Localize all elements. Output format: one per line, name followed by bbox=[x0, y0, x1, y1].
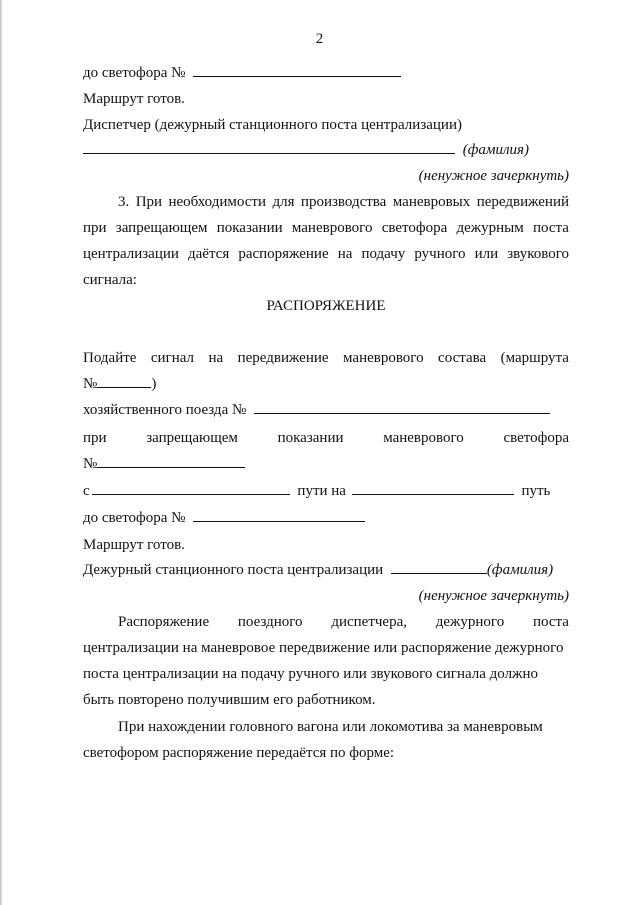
order-line-3 bbox=[83, 428, 569, 448]
order-route-no-sign: № bbox=[83, 376, 98, 392]
para-repeat-word: поста bbox=[532, 614, 569, 630]
para3-word: маневровых bbox=[392, 194, 471, 210]
para-repeat-word: поездного bbox=[237, 614, 303, 630]
top-surname-label: (фамилия) bbox=[462, 142, 529, 158]
para3-word: маневрового bbox=[291, 220, 373, 236]
order-word: состава bbox=[438, 350, 487, 366]
top-surname-line bbox=[83, 140, 569, 160]
order-to-signal-line bbox=[83, 508, 569, 528]
para3-word: светофора bbox=[381, 220, 448, 236]
para3-word: или bbox=[474, 246, 499, 262]
para3-word: показании bbox=[216, 220, 283, 236]
para-repeat-line-1 bbox=[83, 612, 569, 632]
order-word: светофора bbox=[503, 430, 569, 446]
order-word: при bbox=[83, 430, 107, 446]
para3-word: При bbox=[135, 194, 163, 210]
order-surname-label: (фамилия) bbox=[486, 562, 554, 578]
para3-word: на bbox=[337, 246, 353, 262]
order-word: показании bbox=[277, 430, 344, 446]
order-word: на bbox=[208, 350, 224, 366]
para3-word: 3. bbox=[118, 194, 130, 210]
order-surname-blank bbox=[391, 560, 487, 574]
para-repeat-word: дежурного bbox=[435, 614, 505, 630]
para-repeat-word: Распоряжение bbox=[118, 614, 210, 630]
para3-line-2 bbox=[83, 218, 569, 238]
order-service-train-label: хозяйственного поезда № bbox=[83, 402, 247, 418]
order-service-train-blank bbox=[254, 400, 550, 414]
order-word: маневрового bbox=[343, 350, 424, 366]
para3-word: при bbox=[83, 220, 107, 236]
order-track-on-label: пути на bbox=[297, 483, 346, 499]
order-to-signal-blank bbox=[193, 508, 365, 522]
top-dispatcher-label: Диспетчер (дежурный станционного поста централизации) bbox=[83, 117, 462, 133]
para3-word: поста bbox=[532, 220, 569, 236]
order-signal-no-sign: № bbox=[83, 456, 98, 472]
order-from-label: с bbox=[83, 483, 90, 499]
order-strike-note: (ненужное зачеркнуть) bbox=[418, 588, 569, 604]
order-tracks-line bbox=[83, 481, 569, 501]
order-duty-officer-line bbox=[83, 560, 569, 580]
para3-word: производства bbox=[300, 194, 387, 210]
para3-word: распоряжение bbox=[238, 246, 329, 262]
para-loco-line-1: При нахождении головного вагона или локомотива за маневровым bbox=[118, 719, 543, 735]
top-signal-number-blank bbox=[193, 63, 401, 77]
top-route-ready: Маршрут готов. bbox=[83, 91, 185, 107]
order-track-label: путь bbox=[521, 483, 551, 499]
para3-word: необходимости bbox=[168, 194, 267, 210]
order-word: маневрового bbox=[383, 430, 464, 446]
order-signal-number-blank bbox=[97, 454, 245, 468]
top-to-signal-line bbox=[83, 63, 569, 83]
para3-word: ручного bbox=[414, 246, 466, 262]
order-to-signal-label: до светофора № bbox=[83, 510, 186, 526]
para3-word: звукового bbox=[507, 246, 569, 262]
order-route-ready: Маршрут готов. bbox=[83, 537, 185, 553]
para-repeat-line-3: поста централизации на подачу ручного или звукового сигнала должно bbox=[83, 666, 538, 682]
order-duty-officer-label: Дежурный станционного поста централизации bbox=[83, 562, 384, 578]
order-heading: РАСПОРЯЖЕНИЕ bbox=[266, 298, 386, 314]
para3-word: централизации bbox=[83, 246, 179, 262]
para-repeat-line-4: быть повторено получившим его работником. bbox=[83, 692, 376, 708]
order-service-train-line bbox=[83, 400, 569, 420]
order-close-paren: ) bbox=[151, 376, 157, 392]
para3-word: запрещающем bbox=[115, 220, 208, 236]
para3-line-1 bbox=[83, 192, 569, 212]
order-to-track-blank bbox=[352, 481, 514, 495]
top-surname-blank bbox=[83, 140, 455, 154]
para-repeat-word: диспетчера, bbox=[331, 614, 407, 630]
para3-word: передвижений bbox=[476, 194, 569, 210]
para-repeat-line-2: централизации на маневровое передвижение или распоряжение дежурного bbox=[83, 640, 564, 656]
para3-word: для bbox=[272, 194, 295, 210]
para3-word: даётся bbox=[188, 246, 230, 262]
para3-word: дежурным bbox=[456, 220, 524, 236]
order-line-1 bbox=[83, 348, 569, 368]
para3-line-4: сигнала: bbox=[83, 272, 137, 288]
order-word: Подайте bbox=[83, 350, 137, 366]
scan-edge-shadow bbox=[0, 0, 3, 905]
order-route-number-line bbox=[83, 374, 569, 394]
para3-line-3 bbox=[83, 244, 569, 264]
order-word: (маршрута bbox=[500, 350, 569, 366]
top-strike-note: (ненужное зачеркнуть) bbox=[418, 168, 569, 184]
para3-word: подачу bbox=[361, 246, 406, 262]
page-number: 2 bbox=[315, 31, 324, 47]
order-route-number-blank bbox=[97, 374, 151, 388]
para-loco-line-2: светофором распоряжение передаётся по форме: bbox=[83, 745, 395, 761]
order-word: сигнал bbox=[150, 350, 195, 366]
top-to-signal-label: до светофора № bbox=[83, 65, 186, 81]
order-from-track-blank bbox=[92, 481, 290, 495]
order-word: передвижение bbox=[237, 350, 329, 366]
order-signal-number-line bbox=[83, 454, 569, 474]
order-word: запрещающем bbox=[146, 430, 238, 446]
